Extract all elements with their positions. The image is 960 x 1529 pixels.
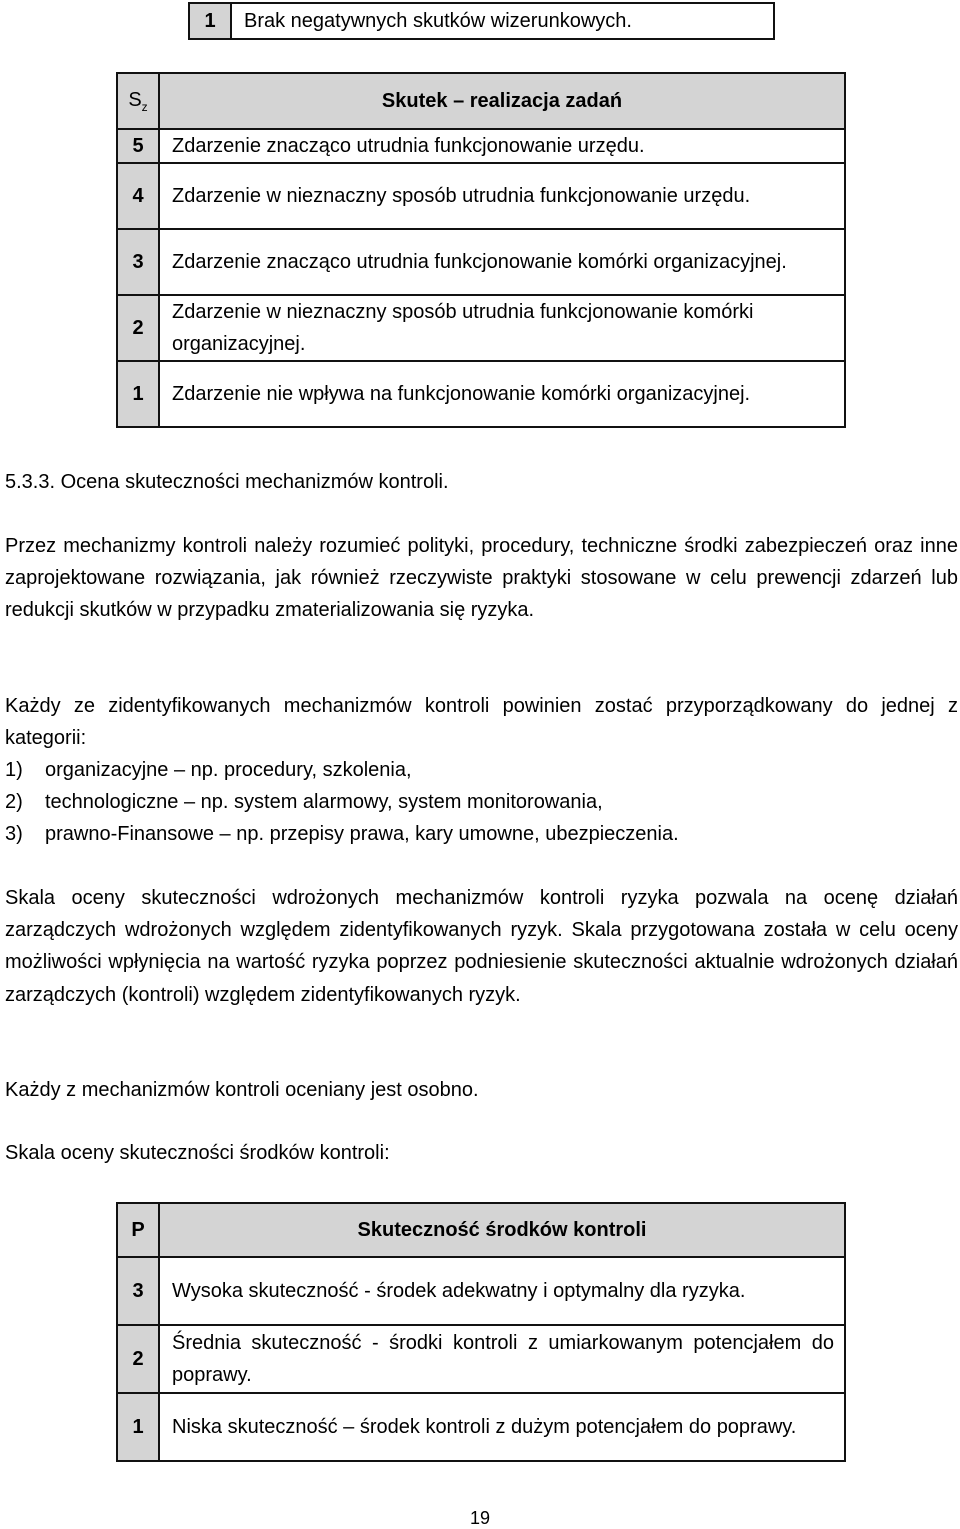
description-cell: Niska skuteczność – środek kontroli z dużym potencjałem do poprawy. <box>159 1393 845 1461</box>
score-header-main: S <box>128 88 142 111</box>
list-item-text: organizacyjne – np. procedury, szkolenia, <box>45 759 412 781</box>
score-cell: 4 <box>117 163 159 229</box>
score-header-sub: z <box>141 99 148 114</box>
impact-header: Skutek – realizacja zadań <box>159 73 845 129</box>
table-row <box>117 1325 845 1393</box>
list-item <box>5 786 958 818</box>
table-row <box>117 129 845 163</box>
list-item-number: 3) <box>5 823 23 846</box>
list-item-number: 2) <box>5 791 23 814</box>
score-header: P <box>117 1203 159 1257</box>
list-item-text: technologiczne – np. system alarmowy, system monitorowania, <box>45 791 603 814</box>
effectiveness-header: Skuteczność środków kontroli <box>159 1203 845 1257</box>
score-cell: 3 <box>117 229 159 295</box>
paragraph-scale: Skala oceny skuteczności wdrożonych mechanizmów kontroli ryzyka pozwala na ocenę działań zarządczych wdrożonych względem zidentyfikowanych ryzyk. Skala przygotowana została w celu oceny możliwości wpłynięcia na wartość ryzyka poprzez podniesienie skuteczności aktualnie wdrożonych działań zarządczych (kontroli) względem zidentyfikowanych ryzyk. <box>5 887 958 1006</box>
list-item <box>5 754 958 786</box>
description-cell: Zdarzenie w nieznaczny sposób utrudnia funkcjonowanie komórki organizacyjnej. <box>159 295 845 361</box>
description-cell: Zdarzenie nie wpływa na funkcjonowanie komórki organizacyjnej. <box>159 361 845 427</box>
table-row <box>117 163 845 229</box>
table-header-row <box>117 73 845 129</box>
score-cell: 1 <box>117 361 159 427</box>
paragraph-each-control: Każdy z mechanizmów kontroli oceniany jest osobno. <box>5 1079 479 1101</box>
severity-table <box>116 72 846 428</box>
description-cell: Średnia skuteczność - środki kontroli z umiarkowanym potencjałem do poprawy. <box>159 1325 845 1393</box>
description-cell: Zdarzenie znacząco utrudnia funkcjonowanie komórki organizacyjnej. <box>159 229 845 295</box>
section-heading: 5.3.3. Ocena skuteczności mechanizmów kontroli. <box>5 471 449 493</box>
list-item-text: prawno-Finansowe – np. przepisy prawa, kary umowne, ubezpieczenia. <box>45 823 679 846</box>
category-list <box>5 754 958 851</box>
table-row <box>117 1257 845 1325</box>
control-effectiveness-table <box>116 1202 846 1462</box>
impact-image-table-fragment <box>188 2 775 40</box>
score-cell: 2 <box>117 1325 159 1393</box>
score-cell: 2 <box>117 295 159 361</box>
table-row <box>117 295 845 361</box>
description-cell: Wysoka skuteczność - środek adekwatny i optymalny dla ryzyka. <box>159 1257 845 1325</box>
table-row <box>117 361 845 427</box>
list-item <box>5 818 958 850</box>
score-cell: 3 <box>117 1257 159 1325</box>
paragraph-scale-intro: Skala oceny skuteczności środków kontroli: <box>5 1142 390 1164</box>
score-cell: 1 <box>189 3 231 39</box>
table-header-row <box>117 1203 845 1257</box>
page-number: 19 <box>469 1508 491 1528</box>
list-item-number: 1) <box>5 759 23 781</box>
table-row <box>117 229 845 295</box>
description-cell: Zdarzenie znacząco utrudnia funkcjonowanie urzędu. <box>159 129 845 163</box>
score-header <box>117 73 159 129</box>
score-cell: 1 <box>117 1393 159 1461</box>
score-cell: 5 <box>117 129 159 163</box>
description-cell: Brak negatywnych skutków wizerunkowych. <box>231 3 774 39</box>
table-row <box>189 3 774 39</box>
paragraph-definition: Przez mechanizmy kontroli należy rozumieć polityki, procedury, techniczne środki zabezpieczeń oraz inne zaprojektowane rozwiązania, jak również rzeczywiste praktyki stosowane w celu prewencji zdarzeń lub redukcji skutków w przypadku zmaterializowania się ryzyka. <box>5 535 958 622</box>
paragraph-categories: Każdy ze zidentyfikowanych mechanizmów kontroli powinien zostać przyporządkowany do jednej z kategorii: <box>5 695 958 750</box>
table-row <box>117 1393 845 1461</box>
description-cell: Zdarzenie w nieznaczny sposób utrudnia funkcjonowanie urzędu. <box>159 163 845 229</box>
